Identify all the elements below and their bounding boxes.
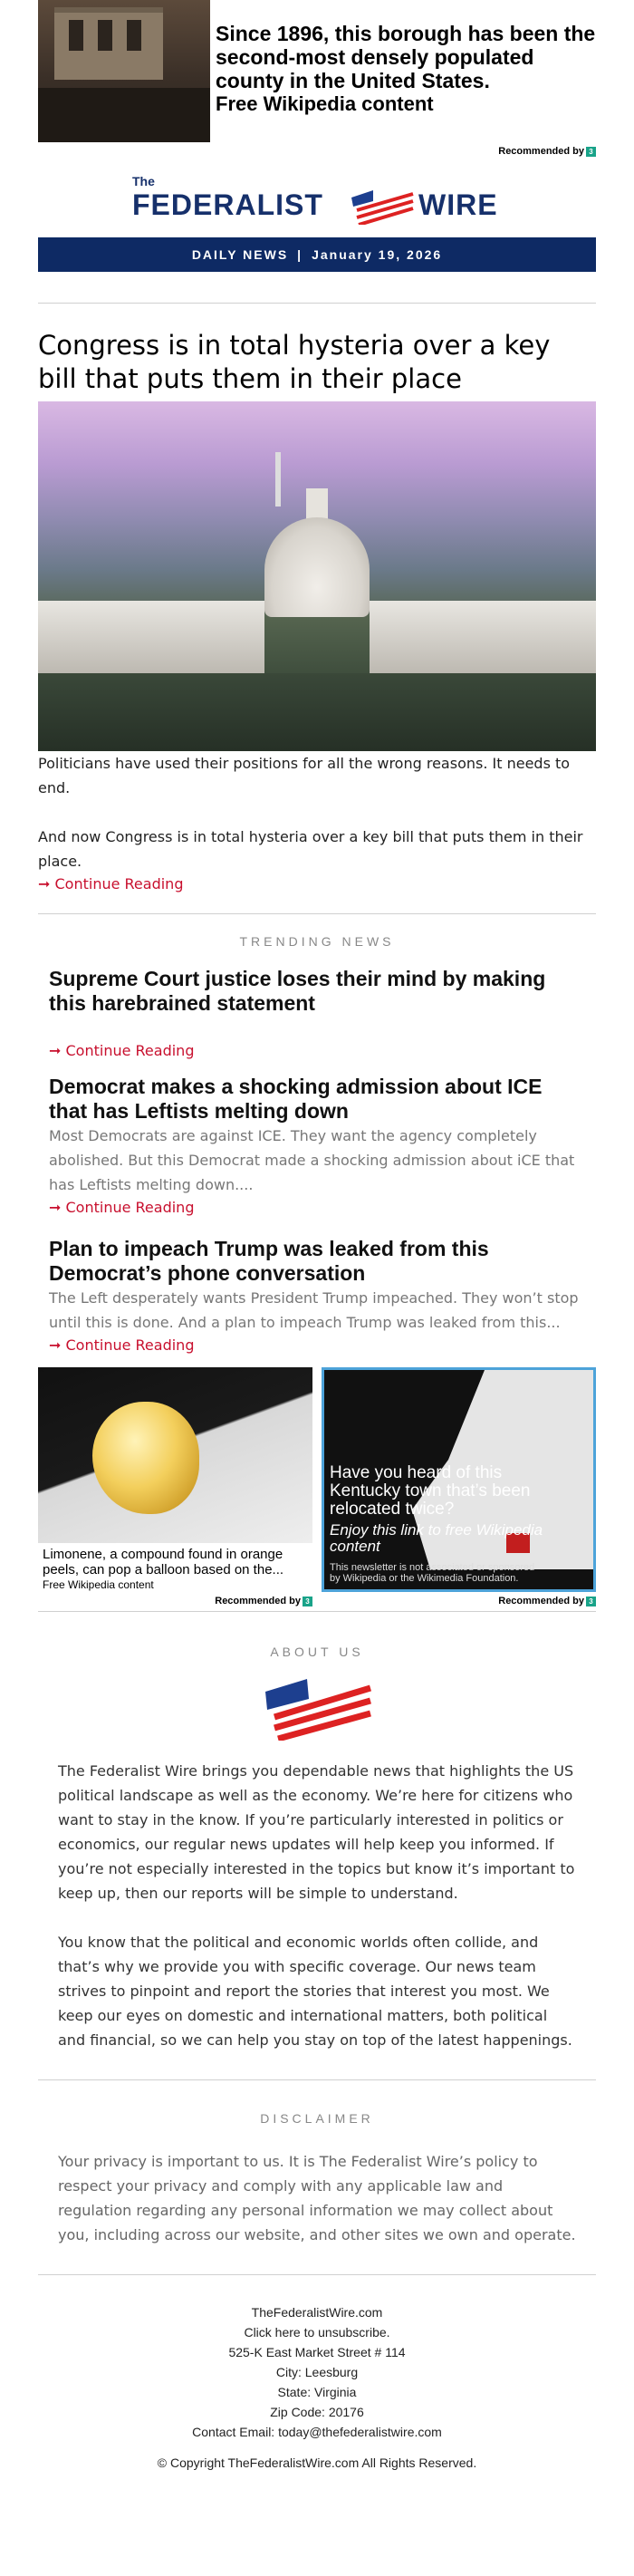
trending-item-desc: The Left desperately wants President Trump impeached. They won’t stop until this is done. And a plan to impeach Trump was leaked from this... [49, 1289, 579, 1331]
ad-disclaimer: This newsletter is not associated or sponsored by Wikipedia or the Wikimedia Foundation. [330, 1562, 535, 1584]
footer-zip: Zip Code: 20176 [270, 2405, 364, 2419]
main-article-para-2: And now Congress is in total hysteria over a key bill that puts them in their place. [38, 828, 583, 870]
recommended-by[interactable] [322, 1593, 596, 1609]
trending-item-desc: Most Democrats are against ICE. They want the agency completely abolished. But this Democrat made a shocking admission about iCE that has Leftists melting down.... [49, 1127, 575, 1193]
about-para-2: You know that the political and economic worlds often collide, and that’s why we provide you with specific coverage. Our news team strives to pinpoint and report the stories that interest you most. We keep our eyes on domestic and international matters, both political and financial, so we can help you stay on top of the latest happenings. [58, 1934, 572, 2049]
main-article-para-1: Politicians have used their positions for all the wrong reasons. It needs to end. [38, 755, 571, 796]
trending-continue-reading-link[interactable] [49, 1197, 194, 1219]
site-logo[interactable] [38, 172, 596, 237]
arrow-right-icon: ➞ [38, 875, 51, 892]
continue-reading-label: Continue Reading [65, 1042, 195, 1059]
trending-item-title[interactable]: Plan to impeach Trump was leaked from this Democrat’s phone conversation [49, 1237, 489, 1285]
recommended-by[interactable] [38, 1593, 312, 1609]
ad-headline[interactable]: Since 1896, this borough has been the second-most densely populated county in the United States. [216, 22, 596, 92]
footer-email[interactable]: Contact Email: today@thefederalistwire.com [192, 2425, 442, 2439]
recommender-logo-icon: 3 [586, 147, 596, 157]
trending-item [38, 1237, 596, 1356]
footer-city: City: Leesburg [275, 2365, 359, 2379]
sponsored-ads-row [38, 1367, 596, 1609]
kentucky-map-image[interactable] [322, 1367, 596, 1592]
trending-item-desc [49, 1016, 585, 1040]
ad-source[interactable]: Free Wikipedia content [216, 92, 434, 115]
divider [38, 2274, 596, 2275]
sponsored-ad-left[interactable] [38, 1367, 312, 1609]
trending-continue-reading-link[interactable] [49, 1335, 194, 1356]
balloon-image[interactable] [38, 1367, 312, 1543]
about-heading: ABOUT US [270, 1645, 364, 1659]
trending-item-title[interactable]: Democrat makes a shocking admission about ICE that has Leftists melting down [49, 1075, 543, 1123]
arrow-right-icon: ➞ [49, 1199, 62, 1216]
trending-item [38, 967, 596, 1062]
main-continue-reading-link[interactable] [38, 873, 183, 895]
arrow-right-icon: ➞ [49, 1336, 62, 1354]
ad-source[interactable]: Free Wikipedia content [43, 1578, 154, 1591]
recommended-by[interactable] [38, 143, 596, 159]
recommender-logo-icon: 3 [586, 1597, 596, 1606]
continue-reading-label: Continue Reading [54, 875, 184, 892]
continue-reading-label: Continue Reading [65, 1336, 195, 1354]
recommended-by-label: Recommended by [498, 146, 584, 157]
logo-the: The [132, 174, 155, 188]
date-separator: | [297, 247, 303, 262]
trending-item-title[interactable]: Supreme Court justice loses their mind by making this harebrained statement [49, 967, 546, 1015]
footer-site[interactable]: TheFederalistWire.com [251, 2305, 383, 2320]
footer-copyright: © Copyright TheFederalistWire.com All Rights Reserved. [157, 2455, 477, 2470]
recommender-logo-icon: 3 [303, 1597, 312, 1606]
issue-date: January 19, 2026 [312, 247, 443, 262]
continue-reading-label: Continue Reading [65, 1199, 195, 1216]
divider [38, 1611, 596, 1612]
divider [38, 913, 596, 914]
recommended-by-label: Recommended by [215, 1596, 301, 1606]
main-article-title[interactable]: Congress is in total hysteria over a key bill that puts them in their place [38, 330, 551, 394]
sponsored-ad-right[interactable] [322, 1367, 596, 1609]
flag-icon [346, 185, 415, 225]
trending-item [38, 1075, 596, 1219]
disclaimer-text: Your privacy is important to us. It is The Federalist Wire’s policy to respect your privacy and comply with any applicable law and regulation regarding any personal information we may collect about you, including across our website, and other sites we own and operate. [58, 2153, 576, 2243]
ad-headline[interactable]: Have you heard of this Kentucky town that’s been relocated twice? [330, 1463, 531, 1519]
date-band [38, 237, 596, 272]
top-sponsored-ad[interactable] [38, 0, 596, 142]
daily-news-label: DAILY NEWS [191, 247, 289, 262]
newsletter [38, 0, 596, 2500]
divider [38, 303, 596, 304]
logo-federalist: FEDERALIST [132, 188, 323, 221]
footer-state: State: Virginia [277, 2385, 357, 2399]
recommended-by-label: Recommended by [498, 1596, 584, 1606]
logo-wire: WIRE [418, 188, 498, 221]
unsubscribe-link[interactable]: Click here to unsubscribe. [244, 2325, 390, 2340]
arrow-right-icon: ➞ [49, 1042, 62, 1059]
ad-caption[interactable]: Limonene, a compound found in orange peels, can pop a balloon based on the... [43, 1547, 284, 1577]
footer [38, 2302, 596, 2473]
ad-subline[interactable]: Enjoy this link to free Wikipedia content [330, 1521, 543, 1555]
footer-address: 525-K East Market Street # 114 [228, 2345, 406, 2359]
ad-image-building[interactable] [38, 0, 210, 142]
trending-heading: TRENDING NEWS [239, 934, 395, 949]
divider [38, 2079, 596, 2080]
about-para-1: The Federalist Wire brings you dependable news that highlights the US political landscape as well as the economy. We’re here for citizens who want to stay in the know. If you’re particularly interested in politics or economics, our regular news updates will help keep you informed. If you’re not especially interested in the topics but know it’s important to keep up, then our reports will be simple to understand. [58, 1762, 575, 1902]
main-article-image[interactable] [38, 401, 596, 751]
disclaimer-heading: DISCLAIMER [260, 2111, 374, 2126]
trending-continue-reading-link[interactable] [49, 1040, 194, 1062]
flag-icon [262, 1672, 372, 1741]
